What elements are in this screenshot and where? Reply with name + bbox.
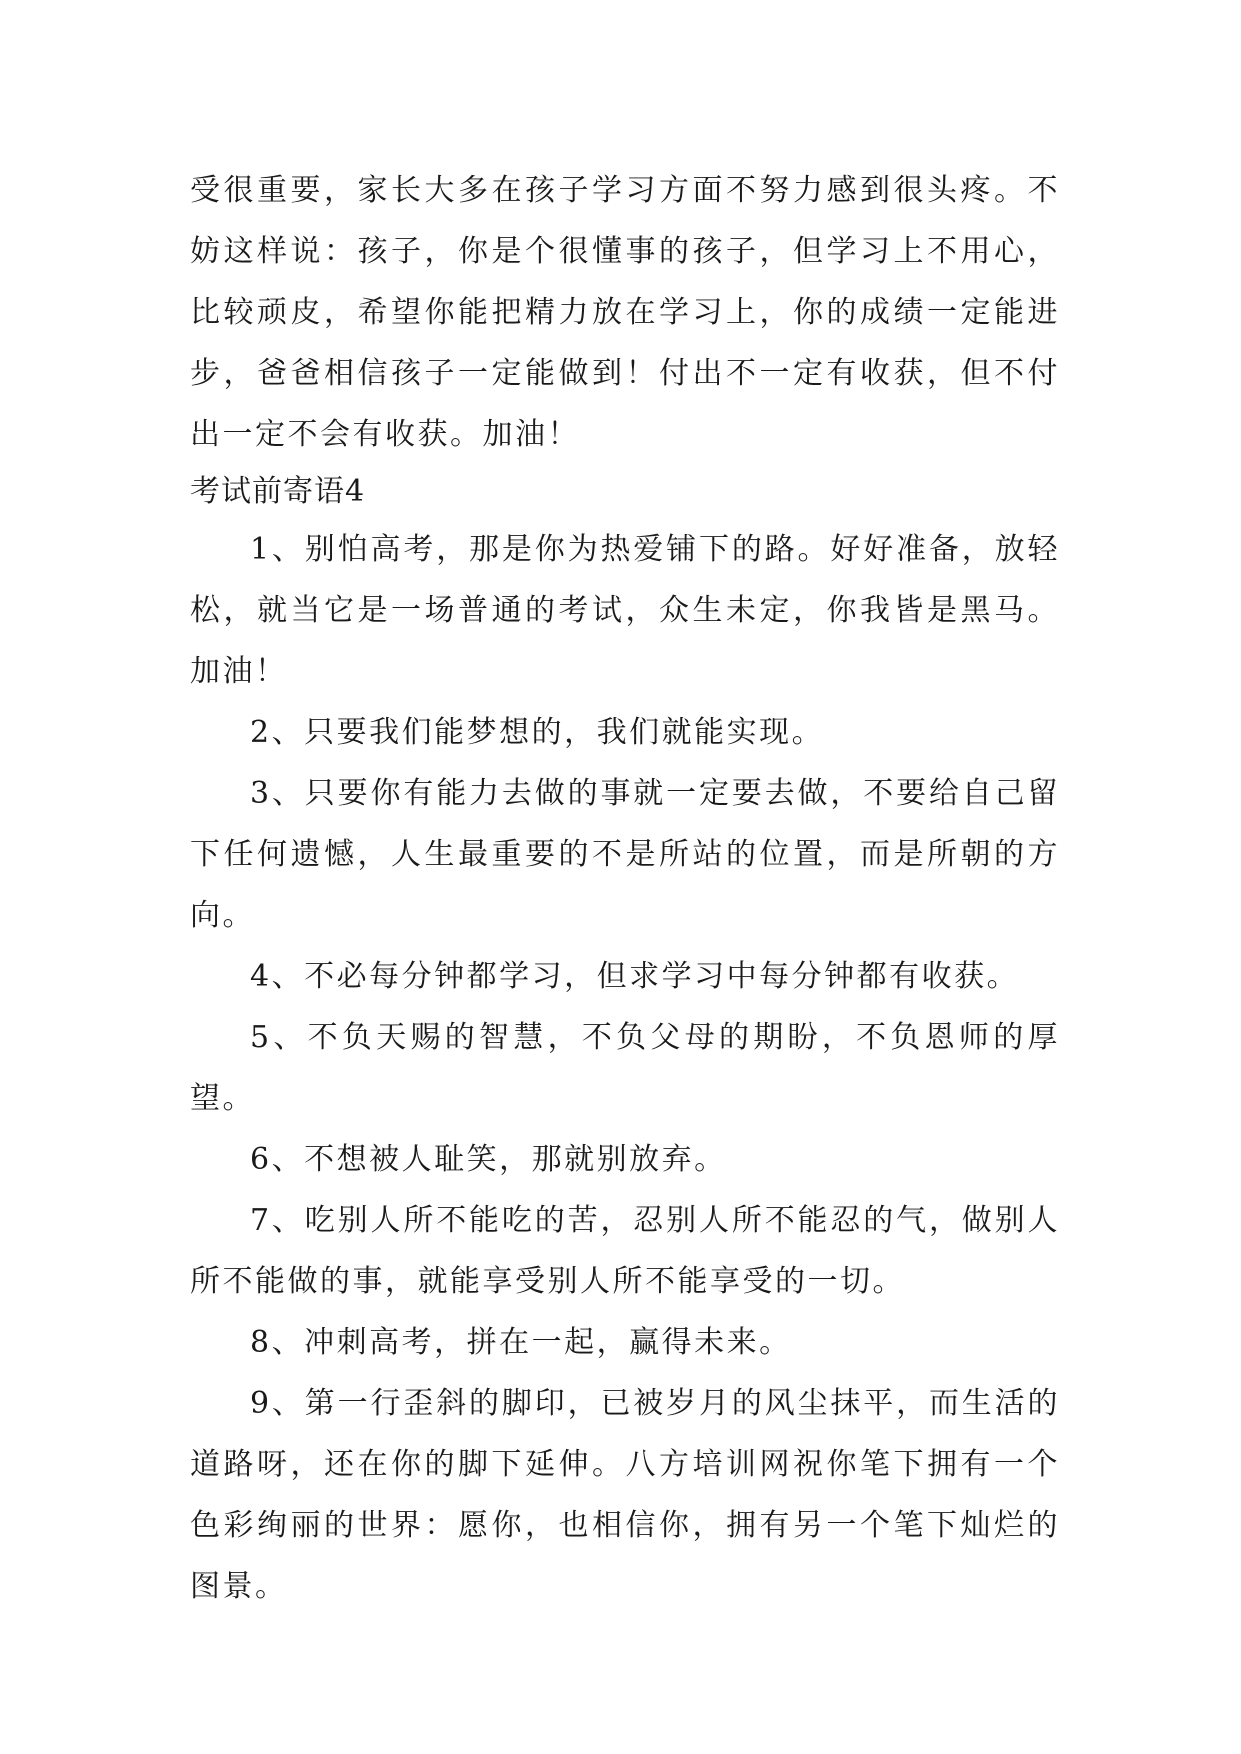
- list-item: 4、不必每分钟都学习，但求学习中每分钟都有收获。: [250, 959, 1020, 994]
- list-item: 2、只要我们能梦想的，我们就能实现。: [250, 715, 825, 750]
- document-body: [190, 160, 1060, 1617]
- list-item: 5、不负天赐的智慧，不负父母的期盼，不负恩师的厚望。: [190, 1020, 1060, 1116]
- list-item: 6、不想被人耻笑，那就别放弃。: [250, 1142, 727, 1177]
- section-title: 考试前寄语4: [190, 474, 366, 509]
- list-item: 9、第一行歪斜的脚印，已被岁月的风尘抹平，而生活的道路呀，还在你的脚下延伸。八方培训网祝你笔下拥有一个色彩绚丽的世界：愿你，也相信你，拥有另一个笔下灿烂的图景。: [190, 1386, 1060, 1604]
- list-item: 3、只要你有能力去做的事就一定要去做，不要给自己留下任何遗憾，人生最重要的不是所站的位置，而是所朝的方向。: [190, 776, 1060, 933]
- list-item: 1、别怕高考，那是你为热爱铺下的路。好好准备，放轻松，就当它是一场普通的考试，众生未定，你我皆是黑马。加油！: [190, 532, 1060, 689]
- list-item: 7、吃别人所不能吃的苦，忍别人所不能忍的气，做别人所不能做的事，就能享受别人所不能享受的一切。: [190, 1203, 1060, 1299]
- intro-paragraph: 受很重要，家长大多在孩子学习方面不努力感到很头疼。不妨这样说：孩子，你是个很懂事的孩子，但学习上不用心，比较顽皮，希望你能把精力放在学习上，你的成绩一定能进步，爸爸相信孩子一定能做到！付出不一定有收获，但不付出一定不会有收获。加油！: [190, 173, 1060, 452]
- list-item: 8、冲刺高考，拼在一起，赢得未来。: [250, 1325, 792, 1360]
